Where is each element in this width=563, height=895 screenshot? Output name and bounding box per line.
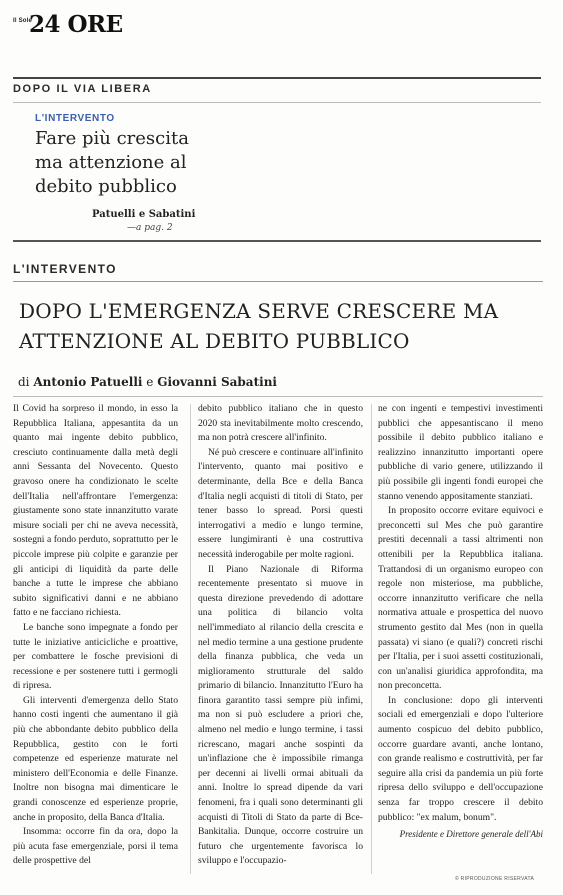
teaser-title[interactable]: Fare più crescita ma attenzione al debito pubblico (35, 128, 189, 197)
paragraph: Né può crescere e continuare all'infinito l'intervento, quanto mai positivo e determinante, della Bce e della Banca d'Italia negli acquisti di titoli di Stato, per tener basso lo spread. Porsi questi interrogativi a medio e lungo termine, essere lungimiranti è una costruttiva necessità inderogabile per molte ragioni. (198, 446, 363, 560)
byline-prefix: di (18, 375, 30, 389)
paragraph: Insomma: occorre fin da ora, dopo la più acuta fase emergenziale, porsi il tema delle prospettive del (13, 826, 178, 867)
divider (13, 77, 541, 79)
paragraph: In conclusione: dopo gli interventi sociali ed emergenziali e dopo l'ulteriore aumento cospicuo del debito pubblico, occorre guardare avanti, anche lontano, con grande realismo e costruttività, per far seguire alla crisi da pandemia un più forte ripresa dello sviluppo e dell'occupazione senza far troppo crescere il debito pubblico: "ex malum, bonum". (378, 694, 543, 823)
author-name: Giovanni Sabatini (157, 375, 277, 389)
teaser-box (13, 77, 541, 242)
copyright-notice: © RIPRODUZIONE RISERVATA (455, 876, 535, 882)
article-title: DOPO L'EMERGENZA SERVE CRESCERE MA ATTENZIONE AL DEBITO PUBBLICO (19, 299, 499, 353)
masthead-title: 24 ORE (29, 11, 123, 38)
column-divider (371, 404, 372, 874)
article-column-2 (198, 402, 363, 869)
article-kicker: L'INTERVENTO (13, 262, 117, 276)
article-column-3 (378, 402, 543, 840)
divider (13, 396, 543, 397)
paragraph: Il Piano Nazionale di Riforma recentemente presentato si muove in questa direzione prevedendo di adottare una politica di bilancio volta nell'immediato al rilancio della crescita e nel medio termine a una gestione prudente della finanza pubblica, che veda un miglioramento strutturale del saldo primario di bilancio. Innanzitutto l'Euro ha finora garantito tassi sempre più infimi, ma non si può escludere a priori che, almeno nel medio e lungo termine, i tassi ricrescano, magari anche sospinti da un'inflazione che è impossibile rimanga per decenni ai livelli ormai abituali da anni. Inoltre lo spread dipende da vari fenomeni, fra i quali sono determinanti gli acquisti di Titoli di Stato da parte di Bce-Bankitalia. Dunque, occorre costruire un futuro che urgentemente favorisca lo sviluppo e l'occupazio- (198, 563, 363, 867)
teaser-authors: Patuelli e Sabatini (92, 209, 196, 220)
section-heading: DOPO IL VIA LIBERA (13, 83, 152, 95)
paragraph: Le banche sono impegnate a fondo per tutte le iniziative anticicliche e proattive, per combattere le fosche previsioni di recessione e per sostenere tutti i germogli di ripresa. (13, 621, 178, 692)
author-signature: Presidente e Direttore generale dell'Abi (399, 829, 543, 840)
paragraph: Gli interventi d'emergenza dello Stato hanno costi ingenti che aumentano il già più che abbondante debito pubblico della Repubblica, gestito con le forti competenze ed esperienze maturate nel ministero dell'Economia e delle Finanze. Inoltre non bisogna mai dimenticare le grandi conoscenze ed esperienze proprie, anche in proposito, della Banca d'Italia. (13, 694, 178, 823)
author-name: Antonio Patuelli (33, 375, 143, 389)
paragraph: ne con ingenti e tempestivi investimenti pubblici che appesantiscano il meno possibile il debito pubblico italiano e realizzino innanzitutto importanti opere pubbliche di vario genere, utilizzando il più possibile gli ingenti fondi europei che stanno venendo appositamente stanziati. (378, 403, 543, 502)
paragraph: Il Covid ha sorpreso il mondo, in esso la Repubblica Italiana, appesantita da un quanto mai ingente debito pubblico, cresciuto continuamente dalla metà degli anni Sessanta del Novecento. Questo gravoso onere ha condizionato le scelte dell'Italia nell'affrontare l'emergenza: giustamente sono state innanzitutto varate misure sociali per chi ne aveva necessità, sostegni a fondo perduto, soprattutto per le piccole imprese più colpite e garanzie per gli anticipi di liquidità da parte delle banche a tutte le imprese che abbiano subito significativi danni e ne abbiano fatto e ne facciano richiesta. (13, 403, 178, 619)
article-column-1 (13, 402, 178, 869)
byline (18, 375, 277, 389)
paragraph: In proposito occorre evitare equivoci e preconcetti sul Mes che può garantire prestiti decennali a tassi altrimenti non ottenibili per la Repubblica italiana. Trattandosi di un organismo europeo con regole non misteriose, ma pubbliche, occorre innanzitutto verificare che nella normativa attuale e prospettica del nuovo strumento gestito dal Mes (non in quella passata) vi siano (e quali?) concreti rischi per l'Italia, per i suoi assetti costituzionali, con un'analisi giuridica approfondita, ma non preconcetta. (378, 505, 543, 692)
paragraph: debito pubblico italiano che in questo 2020 sta inevitabilmente molto crescendo, ma non potrà crescere all'infinito. (198, 403, 363, 444)
teaser-page-ref[interactable]: —a pag. 2 (127, 223, 173, 233)
divider (13, 102, 541, 103)
byline-conjunction: e (146, 375, 154, 389)
column-divider (190, 404, 191, 874)
divider (13, 281, 543, 282)
divider (13, 240, 541, 242)
teaser-kicker: L'INTERVENTO (35, 113, 115, 124)
masthead-small: Il Sole (13, 18, 33, 24)
